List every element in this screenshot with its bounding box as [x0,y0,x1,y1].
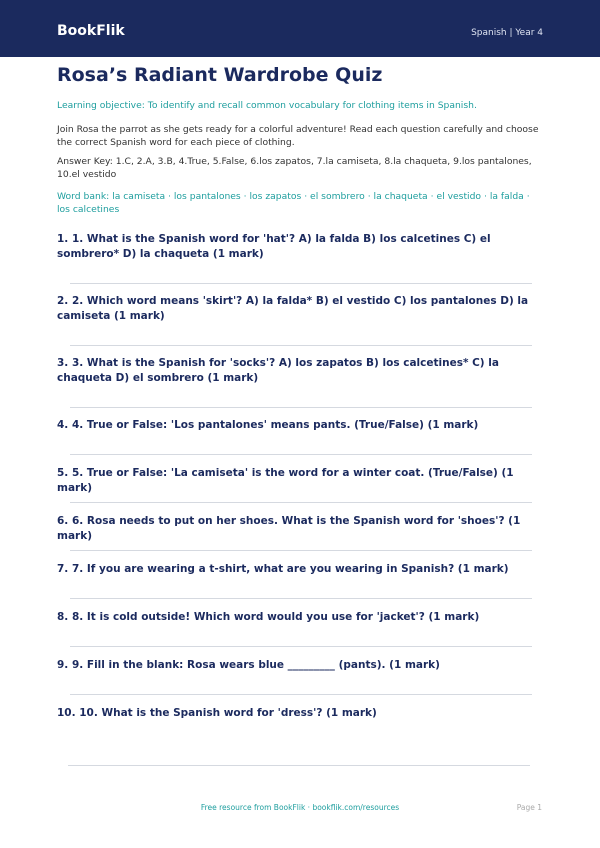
answer-line[interactable] [70,502,532,503]
page-title: Rosa’s Radiant Wardrobe Quiz [57,64,383,86]
question-1 [57,232,542,294]
question-text: 10. 10. What is the Spanish word for 'dress'? (1 mark) [57,707,377,719]
footer-credit[interactable]: Free resource from BookFlik · bookflik.com/resources [200,803,400,812]
question-5 [57,466,542,514]
question-text: 1. 1. What is the Spanish word for 'hat'? A) la falda B) los calcetines C) el sombrero* D) la chaqueta (1 mark) [57,233,491,260]
page-number: Page 1 [516,803,542,812]
question-8 [57,610,542,658]
question-text: 3. 3. What is the Spanish for 'socks'? A) los zapatos B) los calcetines* C) la chaqueta D) el sombrero (1 mark) [57,357,499,384]
question-2 [57,294,542,356]
question-4 [57,418,542,466]
brand-logo: BookFlik [57,23,125,39]
footer-divider [68,765,530,766]
answer-line[interactable] [70,283,532,284]
page-header [0,0,600,57]
question-9 [57,658,542,706]
question-6 [57,514,542,562]
answer-line[interactable] [70,550,532,551]
question-3 [57,356,542,418]
answer-line[interactable] [70,454,532,455]
header-subject-year: Spanish | Year 4 [471,28,543,38]
answer-line[interactable] [70,345,532,346]
answer-line[interactable] [70,694,532,695]
intro-text: Join Rosa the parrot as she gets ready for a colorful adventure! Read each question carefully and choose the correct Spanish word for each piece of clothing. [57,124,539,148]
answer-line[interactable] [70,646,532,647]
question-text: 6. 6. Rosa needs to put on her shoes. What is the Spanish word for 'shoes'? (1 mark) [57,515,521,542]
question-7 [57,562,542,610]
learning-objective: Learning objective: To identify and recall common vocabulary for clothing items in Spanish. [57,100,477,111]
question-text: 2. 2. Which word means 'skirt'? A) la falda* B) el vestido C) los pantalones D) la camiseta (1 mark) [57,295,529,322]
question-text: 7. 7. If you are wearing a t-shirt, what are you wearing in Spanish? (1 mark) [57,563,509,575]
question-text: 5. 5. True or False: 'La camiseta' is the word for a winter coat. (True/False) (1 mark) [57,467,514,494]
question-text: 4. 4. True or False: 'Los pantalones' means pants. (True/False) (1 mark) [57,419,479,431]
answer-line[interactable] [70,598,532,599]
question-text: 8. 8. It is cold outside! Which word would you use for 'jacket'? (1 mark) [57,611,480,623]
word-bank: Word bank: la camiseta · los pantalones · los zapatos · el sombrero · la chaqueta · el vestido · la falda · los calcetines [57,191,530,215]
question-10 [57,706,542,754]
question-text: 9. 9. Fill in the blank: Rosa wears blue _________ (pants). (1 mark) [57,659,440,671]
worksheet-body [57,99,542,754]
answer-line[interactable] [70,407,532,408]
answer-key: Answer Key: 1.C, 2.A, 3.B, 4.True, 5.False, 6.los zapatos, 7.la camiseta, 8.la chaqueta, 9.los pantalones, 10.el vestido [57,156,532,180]
